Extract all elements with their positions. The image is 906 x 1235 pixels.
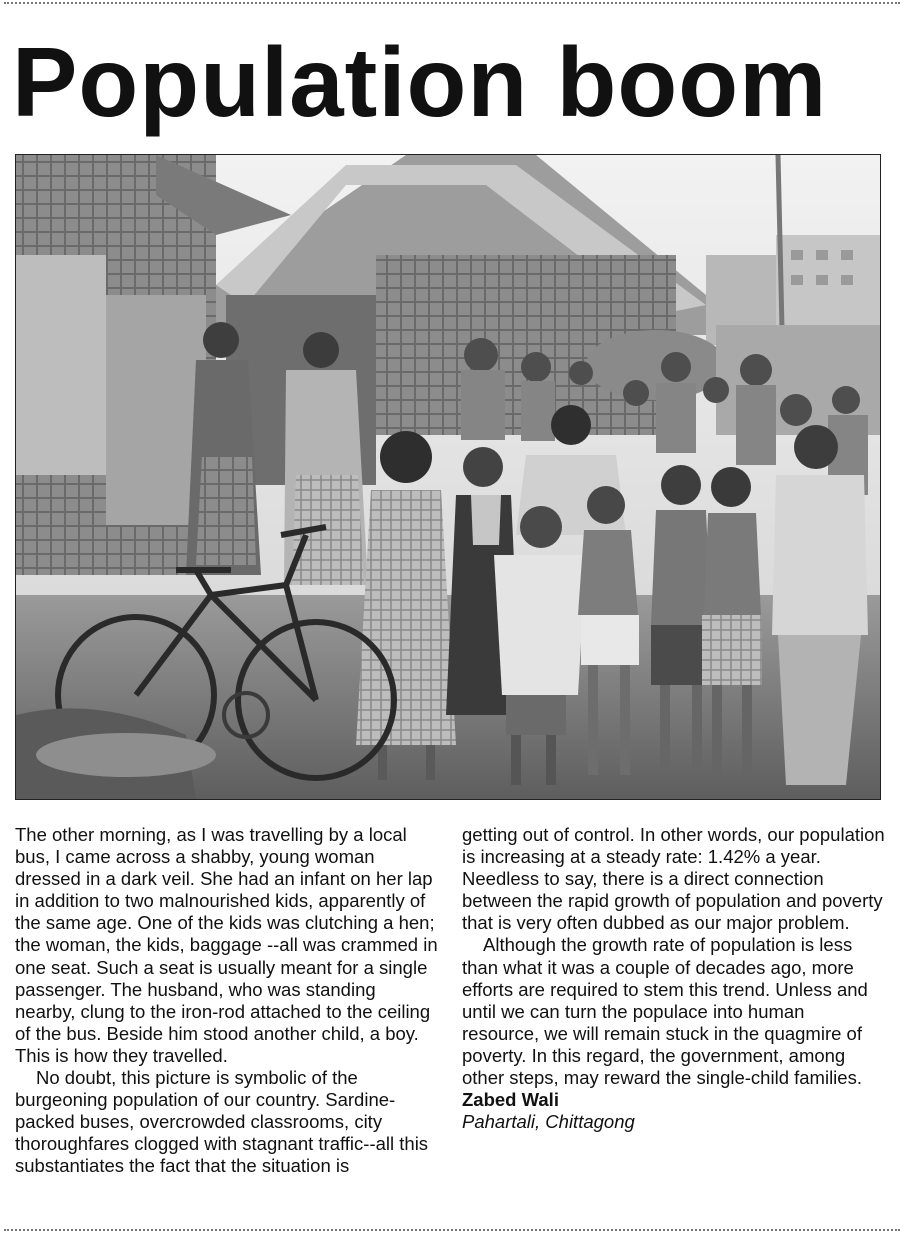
article-column-right [462, 824, 886, 1133]
author-location: Pahartali, Chittagong [462, 1111, 635, 1133]
headline: Population boom [12, 27, 828, 137]
top-dotted-rule [4, 2, 900, 4]
article-paragraph: The other morning, as I was travelling by a local bus, I came across a shabby, young woman dressed in a dark veil. She had an infant on her lap in addition to two malnourished kids, apparently of the same age. One of the kids was clutching a hen; the woman, the kids, baggage --all was crammed in one seat. Such a seat is usually meant for a single passenger. The husband, who was standing nearby, clung to the iron-rod attached to the ceiling of the bus. Beside him stood another child, a boy. This is how they travelled. [15, 824, 438, 1066]
bottom-dotted-rule [4, 1229, 900, 1231]
slum-crowd-photo [15, 154, 881, 800]
article-paragraph: getting out of control. In other words, our population is increasing at a steady rate: 1.42% a year. Needless to say, there is a direct connection between the rapid growth of population and poverty that is very often dubbed as our major problem. [462, 824, 885, 934]
author-name: Zabed Wali [462, 1089, 559, 1111]
article-paragraph: No doubt, this picture is symbolic of the burgeoning population of our country. Sardine-packed buses, overcrowded classrooms, city thoroughfares clogged with stagnant traffic--all this substantiates the fact that the situation is [15, 1067, 429, 1177]
article-paragraph: Although the growth rate of population is less than what it was a couple of decades ago, more efforts are required to stem this trend. Unless and until we can turn the populace into human resource, we will remain stuck in the quagmire of poverty. In this regard, the government, among other steps, may reward the single-child families. [462, 934, 868, 1089]
photo-illustration [16, 155, 880, 799]
article-column-left [15, 824, 439, 1178]
